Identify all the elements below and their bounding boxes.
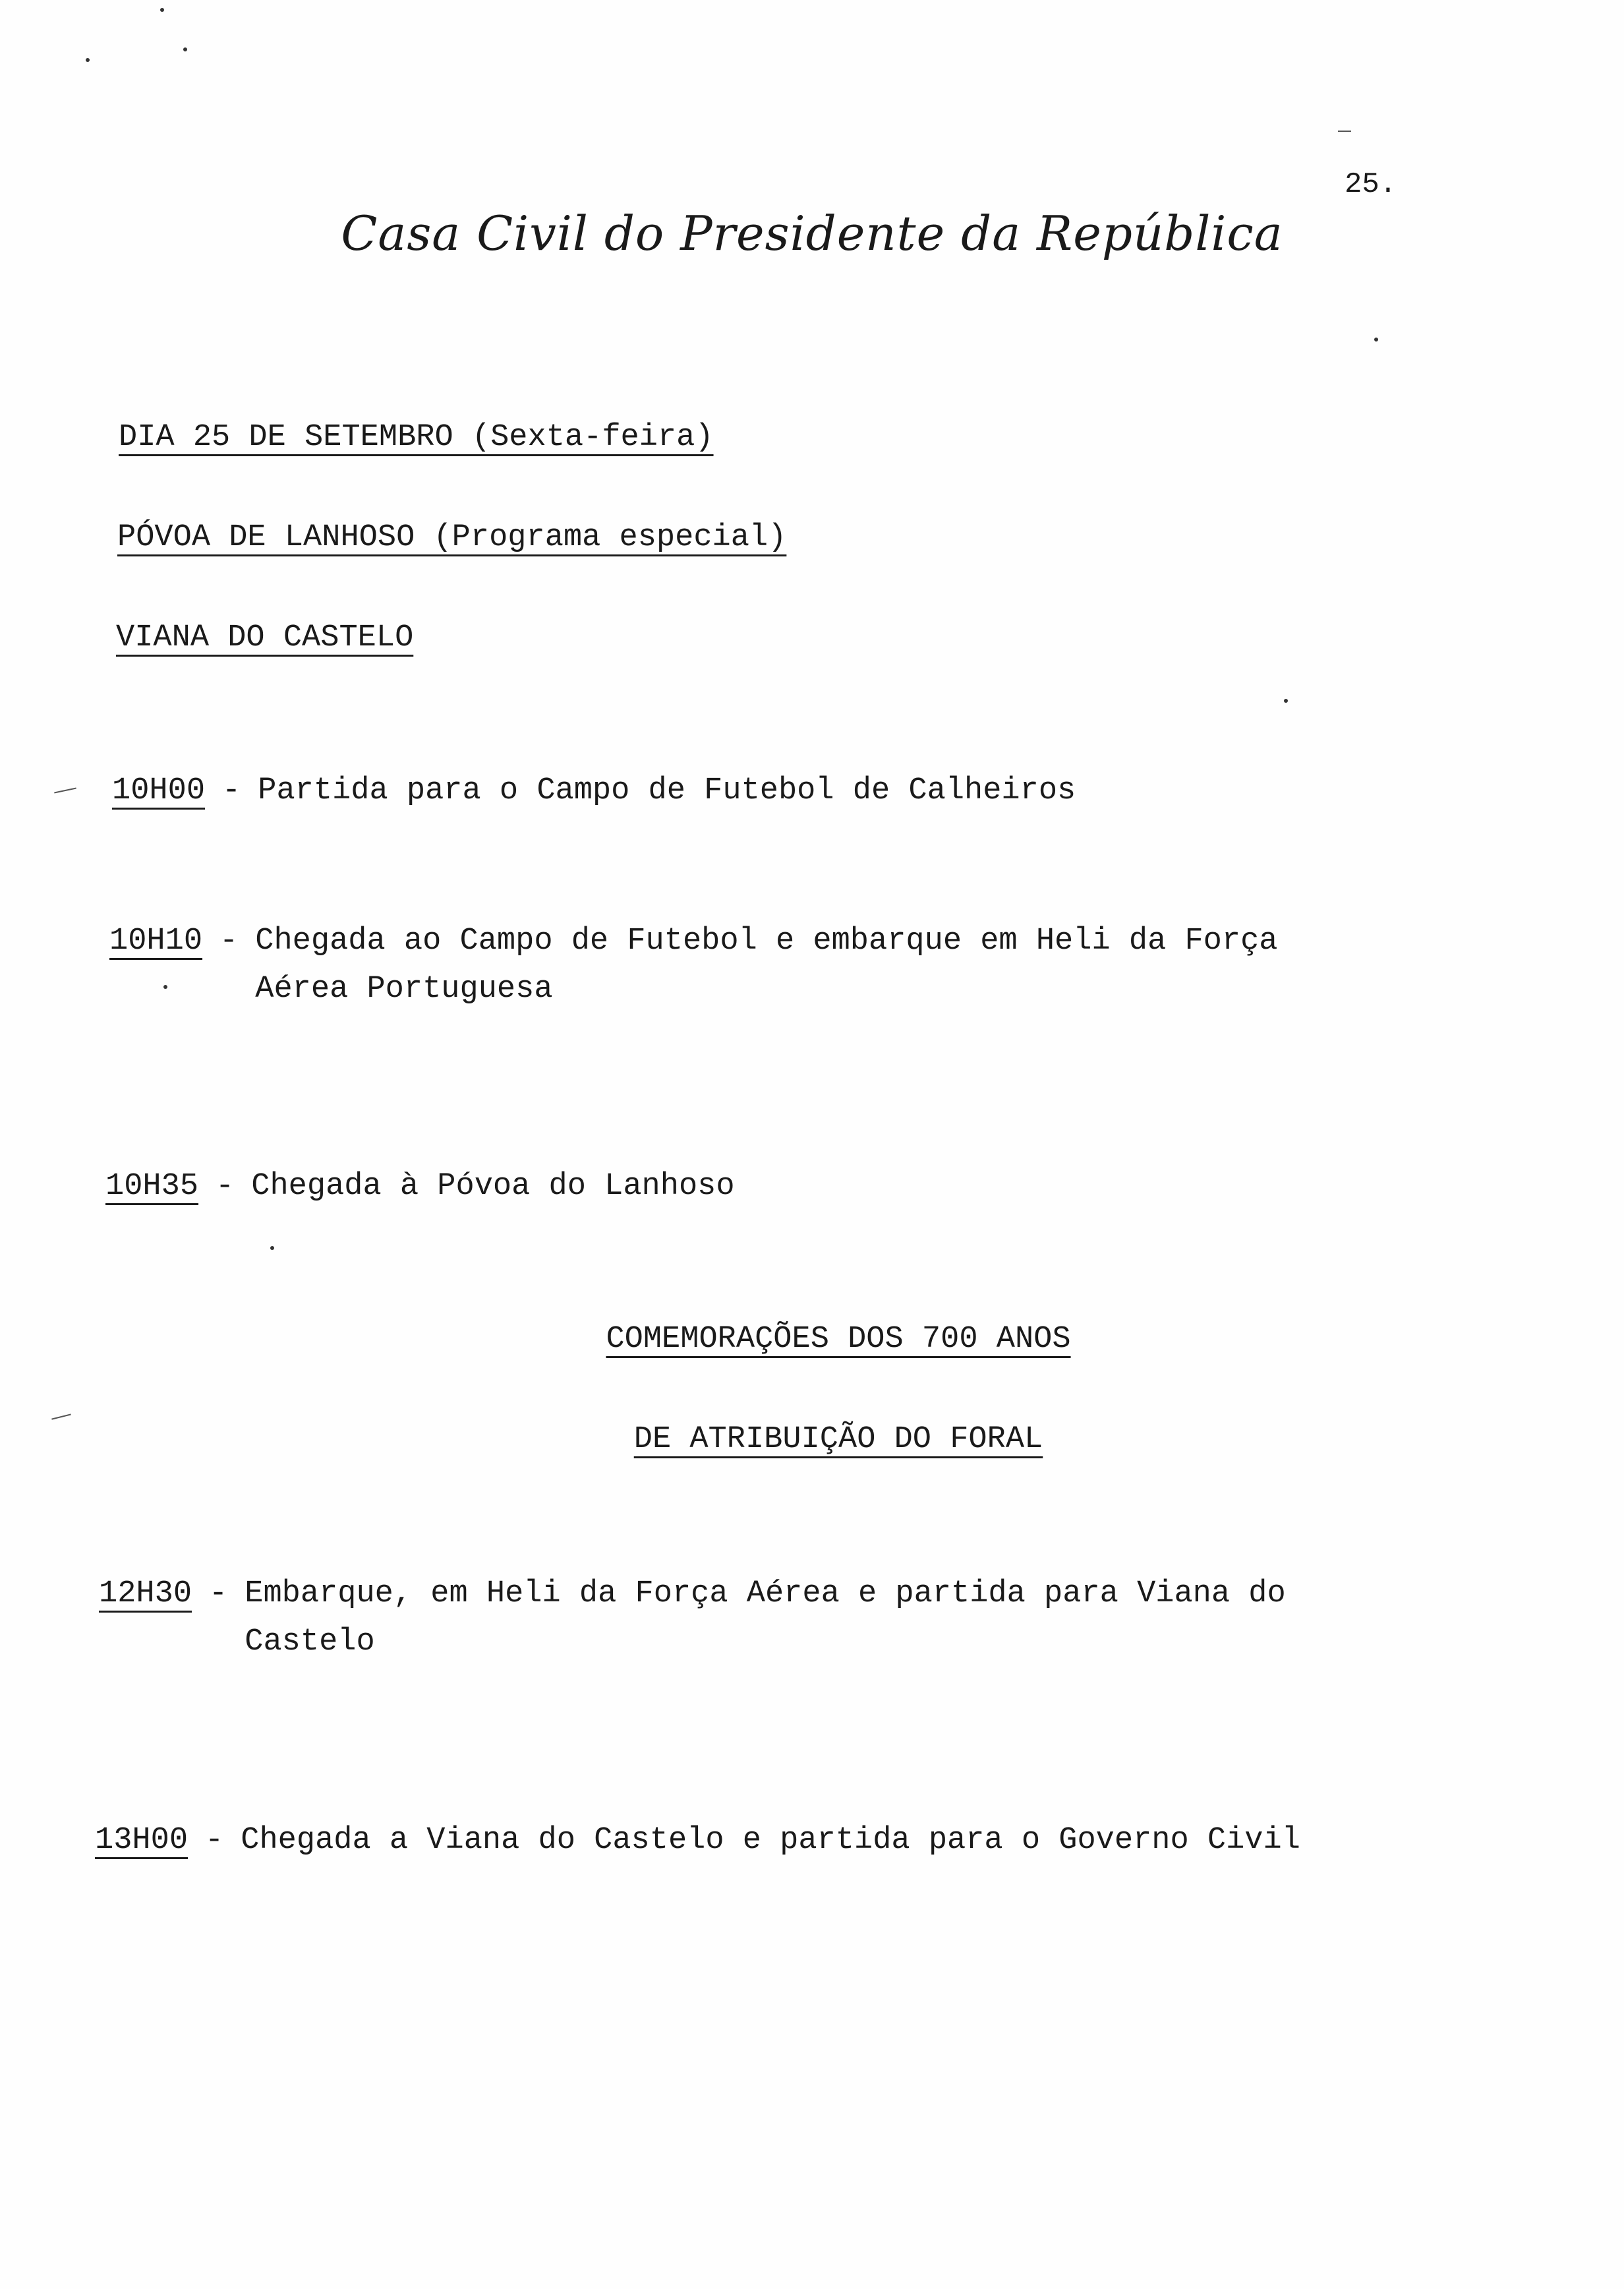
schedule-description-line: Chegada a Viana do Castelo e partida para o Governo Civil xyxy=(241,1823,1300,1858)
letterhead: Casa Civil do Presidente da República xyxy=(341,206,1283,261)
schedule-dash: - xyxy=(219,924,239,959)
schedule-item xyxy=(95,1825,1300,1856)
scan-speck xyxy=(1284,699,1288,703)
schedule-time: 12H30 xyxy=(99,1576,192,1611)
schedule-time: 13H00 xyxy=(95,1823,188,1858)
schedule-item xyxy=(99,1578,1286,1657)
schedule-description xyxy=(241,1825,1300,1856)
schedule-description-line: Embarque, em Heli da Força Aérea e partida para Viana do xyxy=(245,1576,1286,1611)
place-heading-viana: VIANA DO CASTELO xyxy=(116,620,414,655)
schedule-description-line: Partida para o Campo de Futebol de Calheiros xyxy=(258,773,1076,808)
scan-mark xyxy=(51,1413,71,1419)
scan-speck xyxy=(183,47,187,51)
schedule-description-line: Chegada à Póvoa do Lanhoso xyxy=(251,1169,735,1204)
scan-mark xyxy=(54,787,76,793)
scan-speck xyxy=(1374,338,1378,342)
schedule-description-line: Chegada ao Campo de Futebol e embarque em Heli da Força xyxy=(255,924,1278,959)
day-heading: DIA 25 DE SETEMBRO (Sexta-feira) xyxy=(119,420,714,455)
scan-speck xyxy=(270,1246,274,1250)
section-heading-foral: DE ATRIBUIÇÃO DO FORAL xyxy=(633,1422,1043,1457)
schedule-description xyxy=(258,775,1076,806)
schedule-dash: - xyxy=(205,1823,224,1858)
scan-speck xyxy=(86,58,90,62)
schedule-description-line: Aérea Portuguesa xyxy=(255,972,553,1007)
schedule-time: 10H10 xyxy=(109,924,203,959)
schedule-item xyxy=(109,926,1278,1005)
schedule-item xyxy=(112,775,1076,806)
page-number: 25. xyxy=(1345,168,1397,201)
schedule-time: 10H35 xyxy=(105,1169,199,1204)
section-heading-commemorations: COMEMORAÇÕES DOS 700 ANOS xyxy=(606,1322,1071,1357)
schedule-description-line: Castelo xyxy=(245,1624,375,1659)
scan-mark xyxy=(1338,131,1351,132)
schedule-description xyxy=(245,1578,1285,1657)
schedule-dash: - xyxy=(209,1576,228,1611)
place-heading-povoa: PÓVOA DE LANHOSO (Programa especial) xyxy=(117,520,787,555)
scan-speck xyxy=(160,8,164,12)
schedule-dash: - xyxy=(222,773,241,808)
schedule-item xyxy=(105,1171,735,1202)
schedule-description xyxy=(255,926,1277,1005)
schedule-description xyxy=(251,1171,734,1202)
schedule-dash: - xyxy=(216,1169,235,1204)
schedule-time: 10H00 xyxy=(112,773,206,808)
